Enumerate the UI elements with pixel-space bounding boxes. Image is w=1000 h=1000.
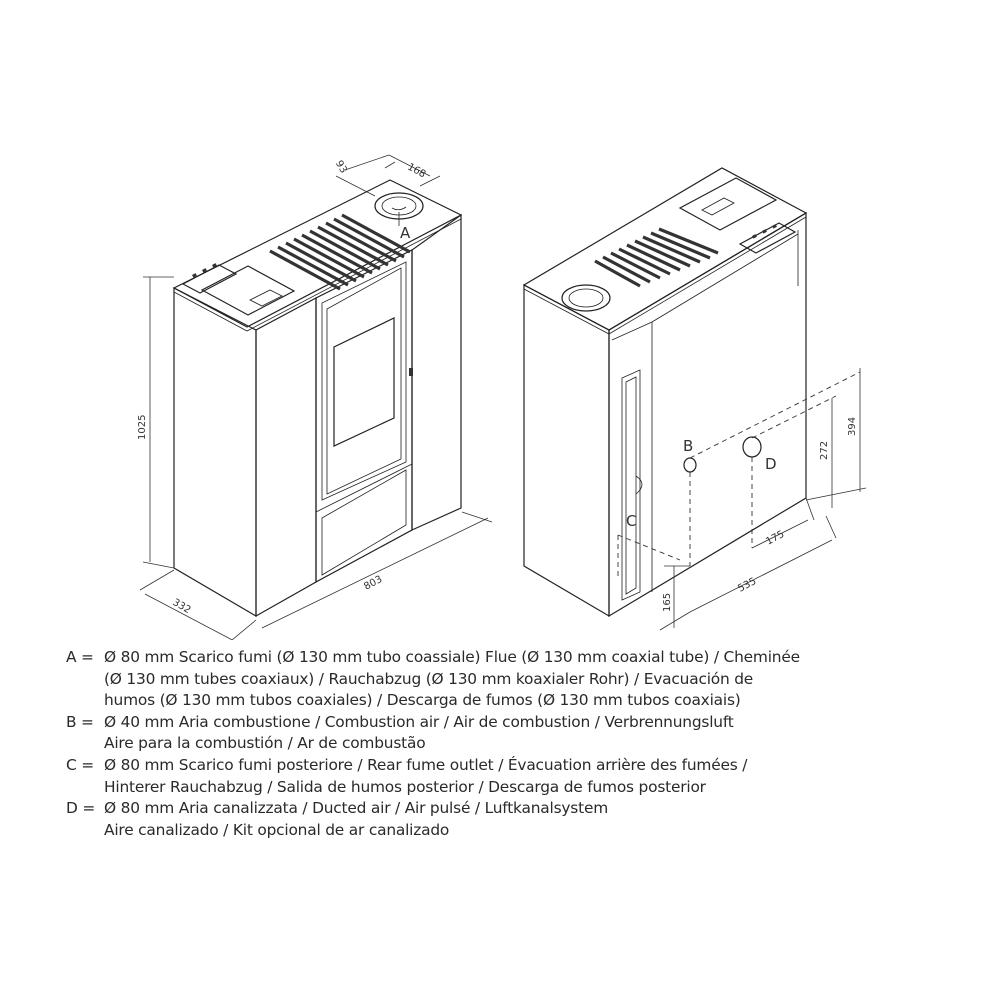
legend: [66, 647, 966, 841]
label-b: B: [683, 437, 694, 455]
dim-width: 803: [362, 573, 385, 593]
front-view: [137, 155, 492, 640]
dim-rear-272: 272: [819, 440, 830, 460]
legend-entry-d: [66, 798, 966, 841]
legend-entry-a: [66, 647, 966, 712]
legend-entry-c: [66, 755, 966, 798]
legend-line: humos (Ø 130 mm tubos coaxiales) / Descarga de fumos (Ø 130 mm tubos coaxiais): [104, 691, 741, 710]
dim-top-offset: 93: [332, 158, 349, 176]
legend-line: Ø 80 mm Aria canalizzata / Ducted air / Air pulsé / Luftkanalsystem: [104, 799, 609, 818]
label-c: C: [626, 512, 637, 530]
legend-line: (Ø 130 mm tubes coaxiaux) / Rauchabzug (Ø 130 mm koaxialer Rohr) / Evacuación de: [104, 669, 754, 688]
legend-line: Ø 80 mm Scarico fumi posteriore / Rear fume outlet / Évacuation arrière des fumées /: [104, 755, 748, 774]
label-d: D: [765, 455, 777, 473]
rear-top-grille: [595, 229, 718, 286]
legend-key: B =: [66, 712, 94, 731]
dim-rear-175: 175: [764, 528, 787, 548]
legend-entry-b: [66, 712, 966, 755]
legend-key: D =: [66, 799, 96, 818]
dim-top-width: 168: [405, 161, 428, 181]
legend-line: Ø 40 mm Aria combustione / Combustion air / Air de combustion / Verbrennungsluft: [104, 712, 734, 731]
dim-height: 1025: [137, 414, 148, 440]
rear-view: [524, 168, 866, 630]
label-a: A: [400, 224, 411, 242]
dim-depth: 332: [170, 597, 193, 617]
legend-line: Ø 80 mm Scarico fumi (Ø 130 mm tubo coassiale) Flue (Ø 130 mm coaxial tube) / Cheminée: [104, 648, 800, 666]
legend-line: Aire para la combustión / Ar de combustão: [104, 734, 426, 753]
dim-rear-535: 535: [736, 575, 759, 595]
legend-line: Hinterer Rauchabzug / Salida de humos posterior / Descarga de fumos posterior: [104, 777, 706, 796]
dim-rear-394: 394: [847, 416, 858, 436]
legend-key: C =: [66, 755, 94, 774]
legend-line: Aire canalizado / Kit opcional de ar canalizado: [104, 820, 450, 839]
legend-key: A =: [66, 648, 94, 666]
dim-rear-165: 165: [662, 592, 673, 612]
